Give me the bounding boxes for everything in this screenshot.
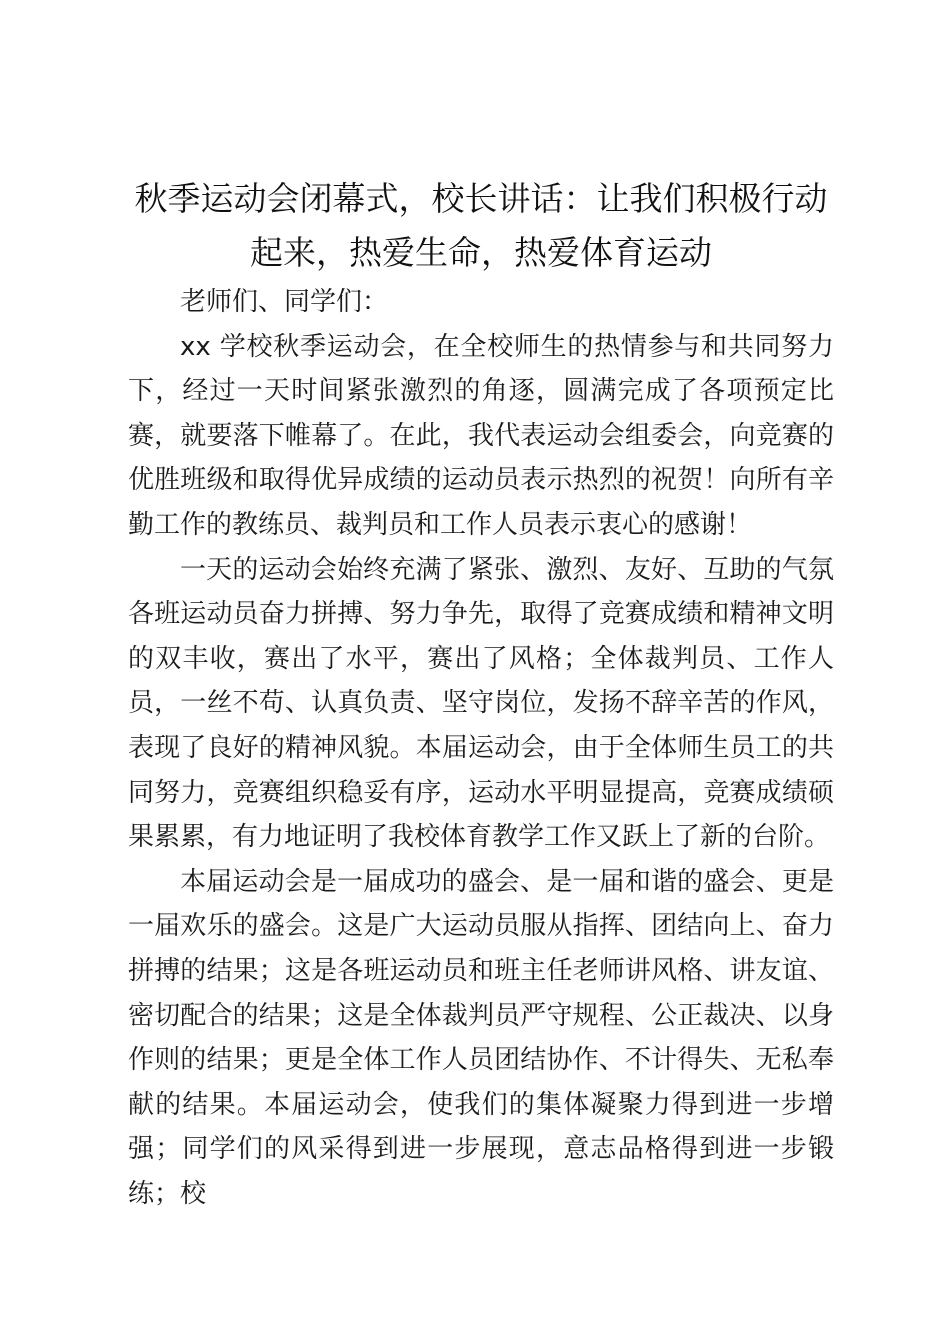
body-paragraph-3: 本届运动会是一届成功的盛会、是一届和谐的盛会、更是一届欢乐的盛会。这是广大运动员服从指挥、团结向上、奋力拼搏的结果；这是各班运动员和班主任老师讲风格、讲友谊、密切配合的结果；这是全体裁判员严守规程、公正裁决、以身作则的结果；更是全体工作人员团结协作、不计得失、无私奉献的结果。本届运动会，使我们的集体凝聚力得到进一步增强；同学们的风采得到进一步展现，意志品格得到进一步锻练；校	[128, 866, 834, 1209]
body-paragraph-2: 一天的运动会始终充满了紧张、激烈、友好、互助的气氛各班运动员奋力拼搏、努力争先，取得了竞赛成绩和精神文明的双丰收，赛出了水平，赛出了风格；全体裁判员、工作人员，一丝不苟、认真负责、坚守岗位，发扬不辞辛苦的作风，表现了良好的精神风貌。本届运动会，由于全体师生员工的共同努力，竞赛组织稳妥有序，运动水平明显提高，竞赛成绩硕果累累，有力地证明了我校体育教学工作又跃上了新的台阶。	[128, 554, 834, 853]
document-body	[128, 172, 834, 1216]
body-paragraph-1: xx 学校秋季运动会，在全校师生的热情参与和共同努力下，经过一天时间紧张激烈的角逐，圆满完成了各项预定比赛，就要落下帷幕了。在此，我代表运动会组委会，向竞赛的优胜班级和取得优异成绩的运动员表示热烈的祝贺！向所有辛勤工作的教练员、裁判员和工作人员表示衷心的感谢！	[128, 331, 834, 540]
salutation-paragraph: 老师们、同学们：	[180, 287, 389, 317]
document-title: 秋季运动会闭幕式，校长讲话：让我们积极行动起来，热爱生命，热爱体育运动	[134, 179, 828, 272]
